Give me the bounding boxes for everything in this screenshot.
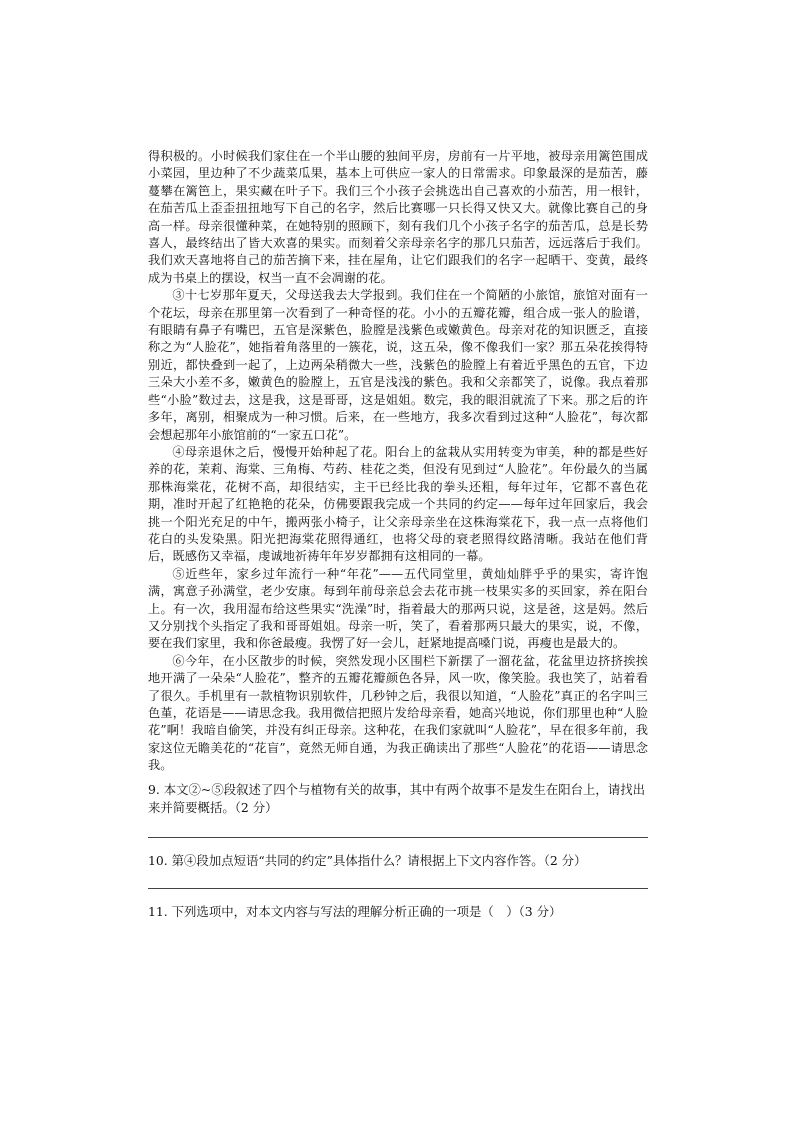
answer-line-9[interactable]: [148, 837, 648, 838]
passage-paragraph-2: 得积极的。小时候我们家住在一个半山腰的独间平房，房前有一片平地，被母亲用篱笆围成小菜园，里边种了不少蔬菜瓜果，基本上可供应一家人的日常需求。印象最深的是茄苦，藤蔓攀在篱笆上，果实藏在叶子下。我们三个小孩子会挑选出自己喜欢的小茄苦，用一根针，在茄苦瓜上歪歪扭扭地写下自己的名字，然后比赛哪一只长得又快又大。就像比赛自己的身高一样。母亲很懂种菜，在她特别的照顾下，刻有我们几个小孩子名字的茄苦瓜，总是长势喜人，最终结出了皆大欢喜的果实。而刻着父亲母亲名字的那几只茄苦，远远落后于我们。我们欢天喜地将自己的茄苦摘下来，挂在屋角，让它们跟我们的名字一起晒干、变黄，最终成为书桌上的摆设，权当一直不会凋谢的花。: [148, 149, 648, 285]
question-10: 10. 第④段加点短语“共同的约定”具体指什么？请根据上下文内容作答。（2 分）: [148, 852, 587, 868]
passage-paragraph-4: ④母亲退休之后，慢慢开始种起了花。阳台上的盆栽从实用转变为审美，种的都是些好养的花，茉莉、海棠、三角梅、芍药、桂花之类，但没有见到过“人脸花”。年份最久的当属那株海棠花，花树不高，却很结实，主干已经比我的拳头还粗，每年过年，它都不喜色花期，准时开起了红艳艳的花朵，仿佛要跟我完成一个共同的约定——每年过年回家后，我会挑一个阳光充足的中午，搬两张小椅子，让父亲母亲坐在这株海棠花下，我一点一点将他们花白的头发染黑。阳光把海棠花照得通红，也将父母的衰老照得纹路清晰。我站在他们背后，既感伤又幸福，虔诚地祈祷年年岁岁都拥有这相同的一幕。: [148, 444, 648, 564]
passage-paragraph-3: ③十七岁那年夏天，父母送我去大学报到。我们住在一个简陋的小旅馆，旅馆对面有一个花坛，母亲在那里第一次看到了一种奇怪的花。小小的五瓣花瓣，组合成一张人的脸谱，有眼睛有鼻子有嘴巴，五官是深紫色，脸膛是浅紫色或嫩黄色。母亲对花的知识匮乏，直接称之为“人脸花”，她指着角落里的一簇花，说，这五朵，像不像我们一家？那五朵花挨得特别近，都快叠到一起了，上边两朵稍微大一些，浅紫色的脸膛上有着近乎黑色的五官，下边三朵大小差不多，嫩黄色的脸膛上，五官是浅浅的紫色。我和父亲都笑了，说像。我点着那些“小脸”数过去，这是我，这是哥哥，这是姐姐。数完，我的眼泪就流了下来。那之后的许多年，离别，相聚成为一种习惯。后来，在一些地方，我多次看到过这种“人脸花”，每次都会想起那年小旅馆前的“一家五口花”。: [148, 288, 648, 442]
passage-paragraph-5: ⑤近些年，家乡过年流行一种“年花”——五代同堂里，黄灿灿胖乎乎的果实，寄许饱满，寓意子孙满堂，老少安康。每到年前母亲总会去花市挑一枝果实多的买回家，养在阳台上。有一次，我用湿布给这些果实“洗澡”时，指着最大的那两只说，这是爸，这是妈。然后又分别找个头指定了我和哥哥姐姐。母亲一听，笑了，看着那两只最大的果实，说，不像，要在我们家里，我和你爸最瘦。我愣了好一会儿，赶紧地提高嗓门说，再瘦也是最大的。: [148, 566, 648, 651]
answer-line-10[interactable]: [148, 888, 648, 889]
passage-paragraph-6: ⑥今年，在小区散步的时候，突然发现小区围栏下新摆了一溜花盆，花盆里边挤挤挨挨地开满了一朵朵“人脸花”，整齐的五瓣花瓣颜色各异，风一吹，像笑脸。我也笑了，站着看了很久。手机里有一款植物识别软件，几秒钟之后，我很以知道，“人脸花”真正的名字叫三色堇，花语是——请思念我。我用微信把照片发给母亲看，她高兴地说，你们那里也种“人脸花”啊！我暗自偷笑，并没有纠正母亲。这种花，在我们家就叫“人脸花”，早在很多年前，我家这位无瞻美花的“花盲”，竟然无师自通，为我正确读出了那些“人脸花”的花语——请思念我。: [148, 653, 648, 773]
exam-page: [148, 148, 648, 921]
question-11: 11. 下列选项中，对本文内容与写法的理解分析正确的一项是（ ）（3 分）: [148, 903, 562, 919]
question-9: 9. 本文②~⑤段叙述了四个与植物有关的故事，其中有两个故事不是发生在阳台上，请找出来并简要概括。（2 分）: [148, 781, 645, 815]
